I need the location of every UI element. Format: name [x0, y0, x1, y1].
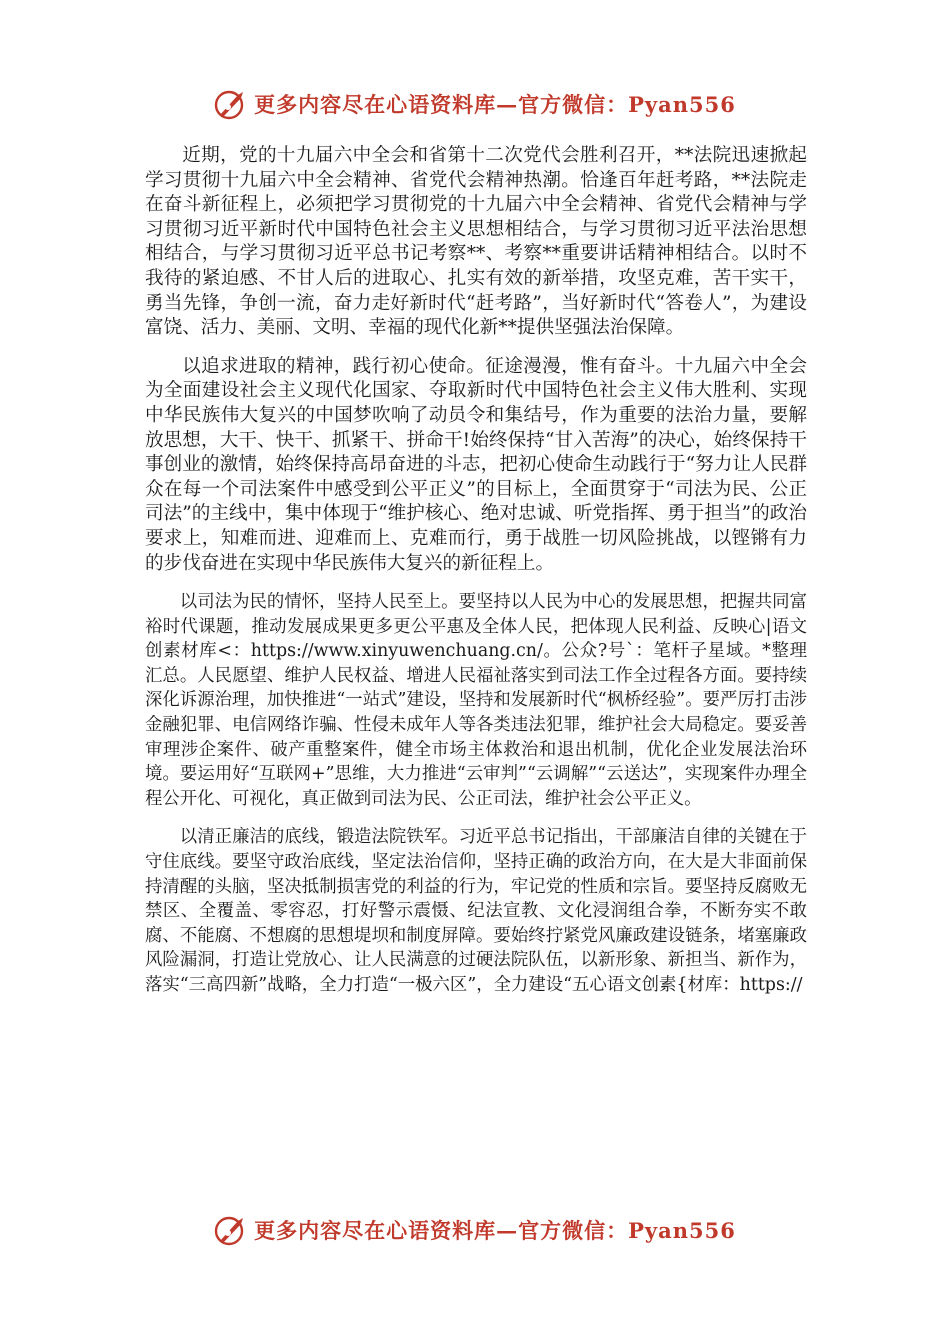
paragraph-4: 以清正廉洁的底线，锻造法院铁军。习近平总书记指出，干部廉洁自律的关键在于守住底线。要坚守政治底线，坚定法治信仰，坚持正确的政治方向，在大是大非面前保持清醒的头脑，坚决抵制损害党的利益的行为，牢记党的性质和宗旨。要坚持反腐败无禁区、全覆盖、零容忍，打好警示震慑、纪法宣教、文化浸润组合拳，不断夯实不敢腐、不能腐、不想腐的思想堤坝和制度屏障。要始终拧紧党风廉政建设链条，堵塞廉政风险漏洞，打造让党放心、让人民满意的过硬法院队伍，以新形象、新担当、新作为，落实“三高四新”战略，全力打造“一极六区”，全力建设“五心语文创素{材库：https:// — [145, 827, 807, 995]
banner-text: 更多内容尽在心语资料库—官方微信：Pyan556 — [254, 92, 736, 117]
footer-banner — [0, 1210, 950, 1250]
paragraph-1: 近期，党的十九届六中全会和省第十二次党代会胜利召开，**法院迅速掀起学习贯彻十九届六中全会精神、省党代会精神热潮。恰逢百年赶考路，**法院走在奋斗新征程上，必须把学习贯彻党的十九届六中全会精神、省党代会精神与学习贯彻习近平新时代中国特色社会主义思想相结合，与学习贯彻习近平法治思想相结合，与学习贯彻习近平总书记考察**、考察**重要讲话精神相结合。以时不我待的紧迫感、不甘人后的进取心、扎实有效的新举措，攻坚克难，苦干实干，勇当先锋，争创一流，奋力走好新时代“赶考路”，当好新时代“答卷人”，为建设富饶、活力、美丽、文明、幸福的现代化新**提供坚强法治保障。 — [145, 145, 807, 339]
pen-circle-icon — [214, 87, 248, 121]
document-body — [145, 144, 807, 1012]
banner-text: 更多内容尽在心语资料库—官方微信：Pyan556 — [254, 1218, 736, 1243]
header-banner — [0, 84, 950, 124]
paragraph-2: 以追求进取的精神，践行初心使命。征途漫漫，惟有奋斗。十九届六中全会为全面建设社会主义现代化国家、夺取新时代中国特色社会主义伟大胜利、实现中华民族伟大复兴的中国梦吹响了动员令和集结号，作为重要的法治力量，要解放思想，大干、快干、抓紧干、拼命干!始终保持“甘入苦海”的决心，始终保持干事创业的激情，始终保持高昂奋进的斗志，把初心使命生动践行于“努力让人民群众在每一个司法案件中感受到公平正义”的目标上，全面贯穿于“司法为民、公正司法”的主线中，集中体现于“维护核心、绝对忠诚、听党指挥、勇于担当”的政治要求上，知难而进、迎难而上、克难而行，勇于战胜一切风险挑战，以铿锵有力的步伐奋进在实现中华民族伟大复兴的新征程上。 — [145, 355, 807, 574]
pen-circle-icon — [214, 1213, 248, 1247]
paragraph-3: 以司法为民的情怀，坚持人民至上。要坚持以人民为中心的发展思想，把握共同富裕时代课题，推动发展成果更多更公平惠及全体人民，把体现人民利益、反映心|语文创素材库<：https://www.xinyuwenchuang.cn/。公众?号`：笔杆子星域。*整理汇总。人民愿望、维护人民权益、增进人民福祉落实到司法工作全过程各方面。要持续深化诉源治理，加快推进“一站式”建设，坚持和发展新时代“枫桥经验”。要严厉打击涉金融犯罪、电信网络诈骗、性侵未成年人等各类违法犯罪，维护社会大局稳定。要妥善审理涉企案件、破产重整案件，健全市场主体救治和退出机制，优化企业发展法治环境。要运用好“互联网+”思维，大力推进“云审判”“云调解”“云送达”，实现案件办理全程公开化、可视化，真正做到司法为民、公正司法，维护社会公平正义。 — [145, 592, 807, 809]
